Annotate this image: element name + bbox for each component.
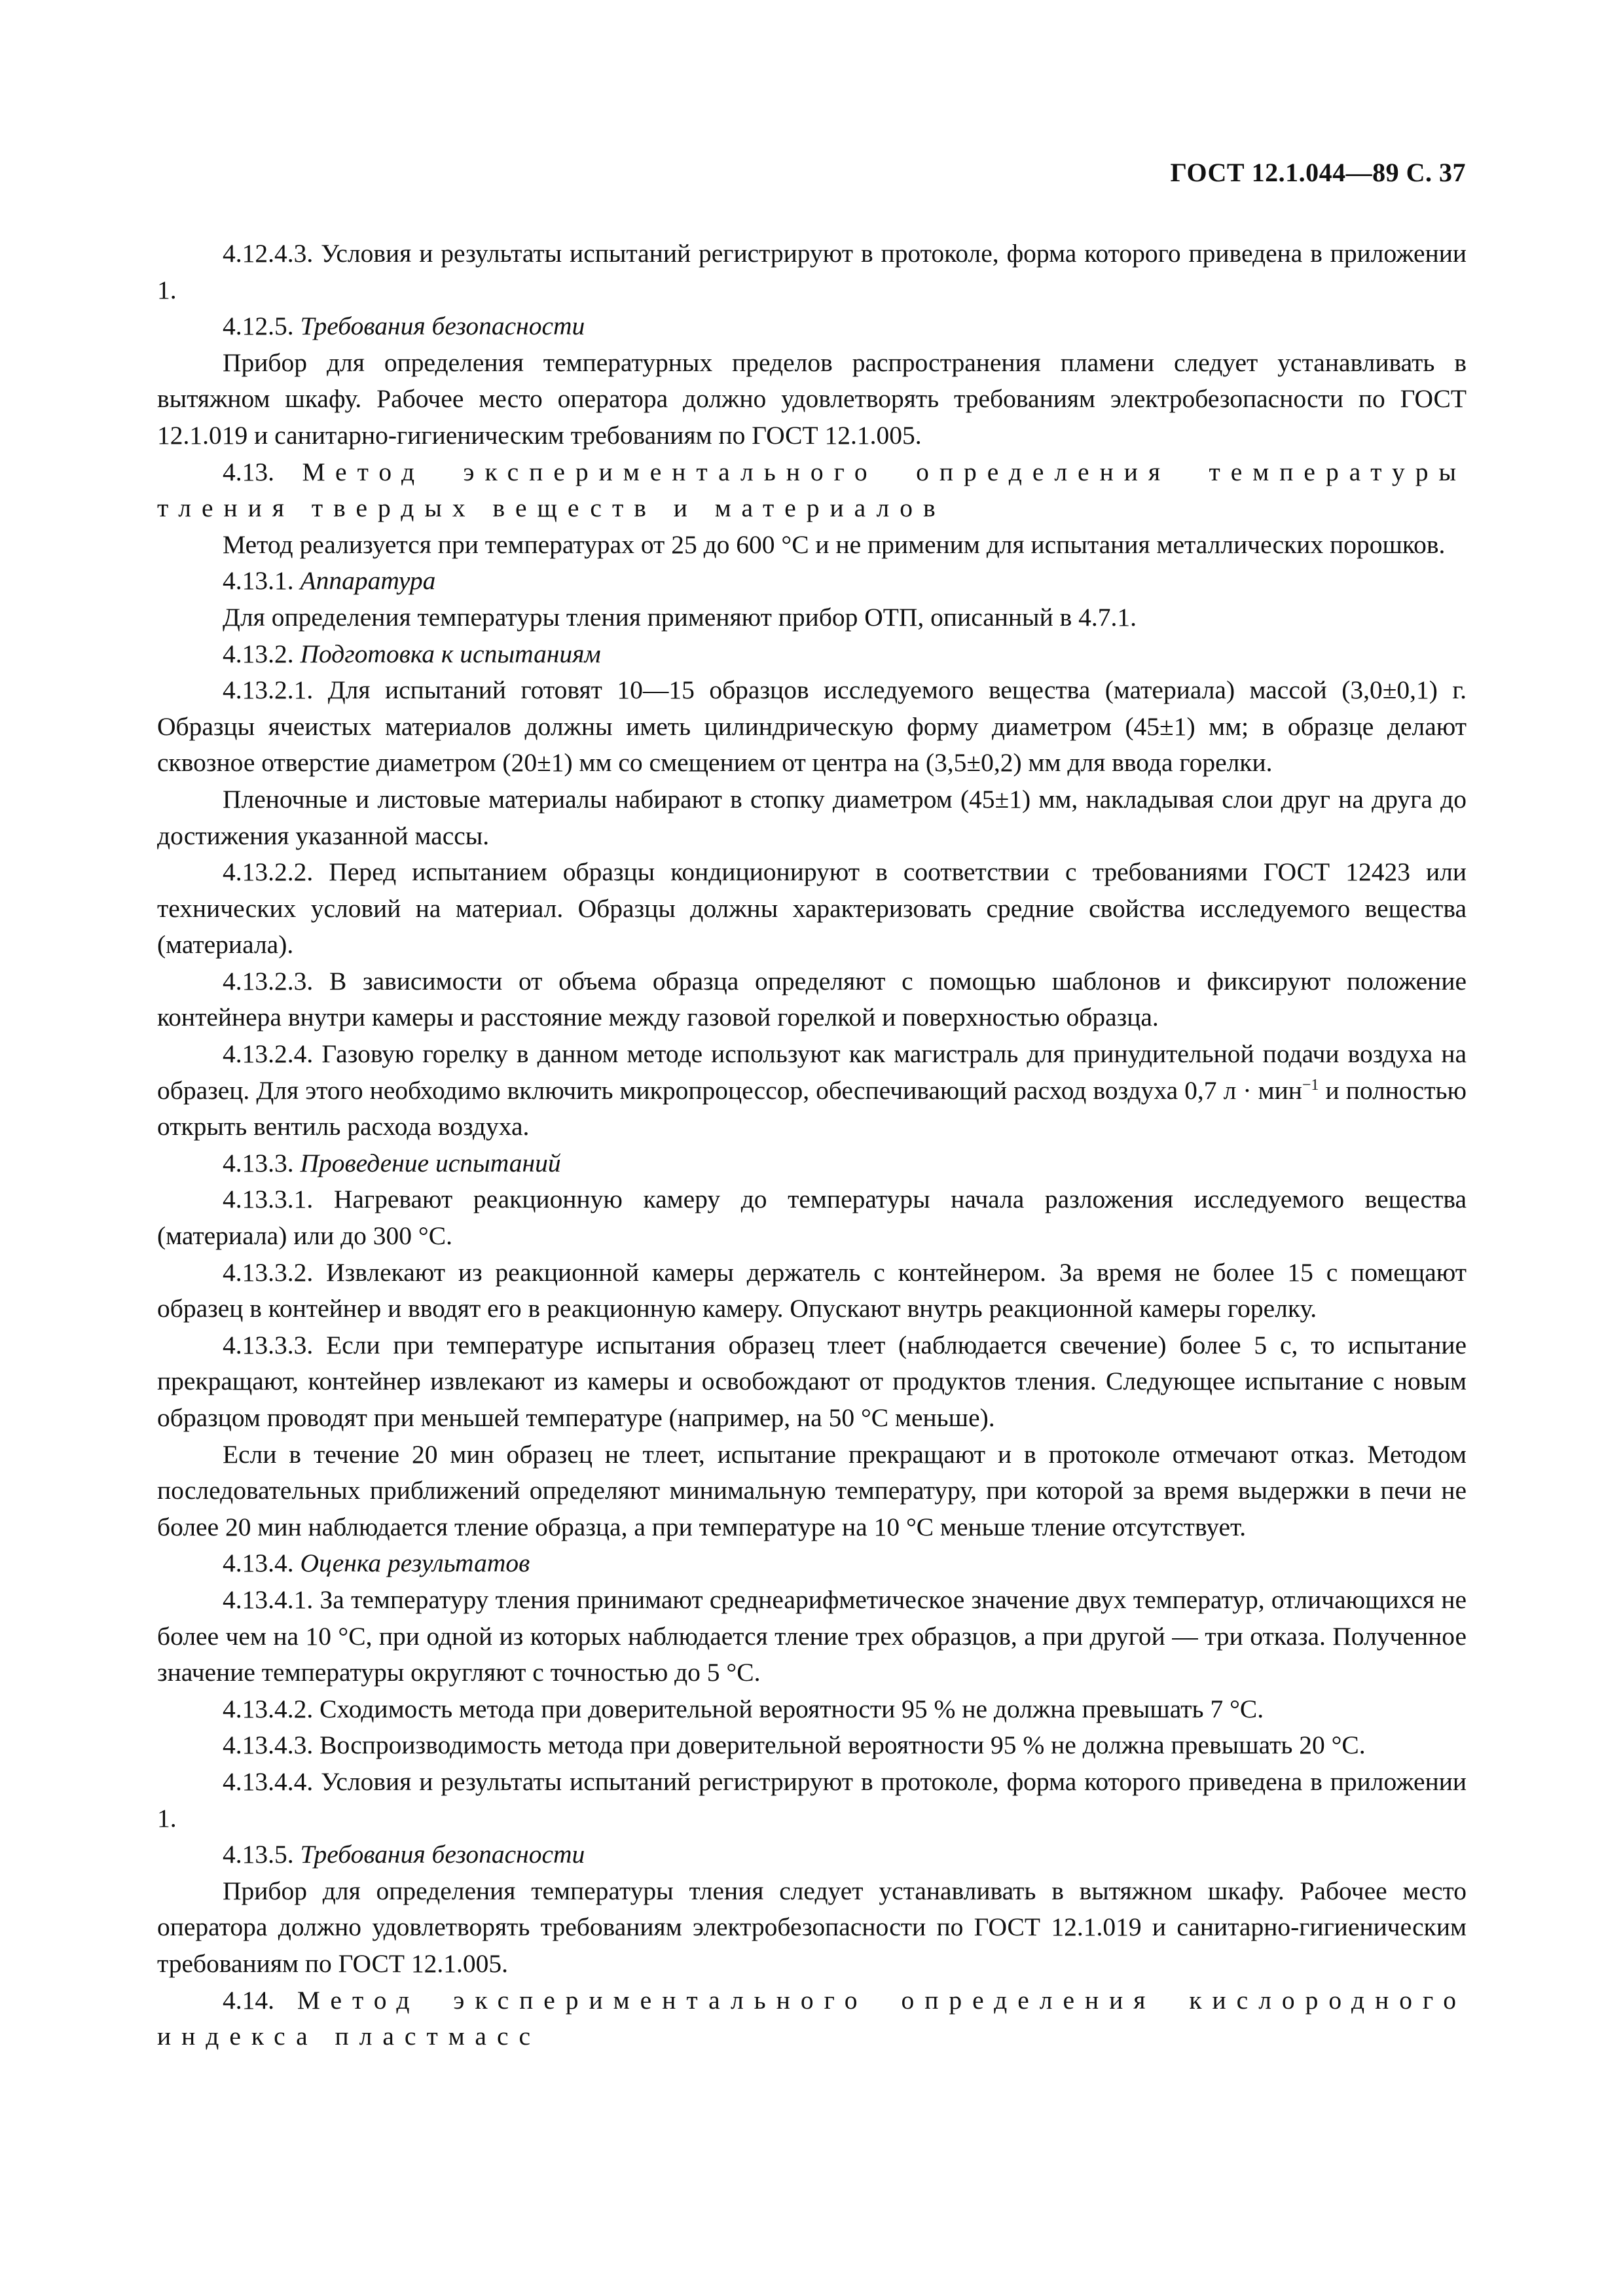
paragraph: Метод реализуется при температурах от 25 до 600 °С и не применим для испытания металлических порошков.	[223, 529, 1446, 559]
section-number: 4.13.5.	[223, 1840, 294, 1869]
section-number: 4.13.4.	[223, 1549, 294, 1578]
paragraph-text: и полностью открыть вентиль расхода воздуха.	[157, 1075, 1467, 1141]
paragraph: 4.13.3.3. Если при температуре испытания образец тлеет (наблюдается свечение) более 5 с, то испытание прекращают, контейнер извлекают из камеры и освобождают от продуктов тления. Следующее испытание с новым образцом проводят при меньшей температуре (например, на 50 °С меньше).	[157, 1330, 1467, 1432]
section-number: 4.13.2.	[223, 639, 294, 668]
section-title: Оценка результатов	[300, 1549, 530, 1578]
superscript: −1	[1302, 1076, 1319, 1094]
section-number: 4.13.1.	[223, 566, 294, 596]
section-heading	[157, 1837, 1467, 1873]
paragraph: 4.13.3.1. Нагревают реакционную камеру до температуры начала разложения исследуемого вещества (материала) или до 300 °С.	[157, 1185, 1467, 1251]
method-heading	[157, 454, 1467, 527]
section-heading	[157, 563, 1467, 600]
section-heading	[157, 636, 1467, 673]
paragraph: 4.13.2.3. В зависимости от объема образца определяют с помощью шаблонов и фиксируют положение контейнера внутри камеры и расстояние между газовой горелкой и поверхностью образца.	[157, 966, 1467, 1032]
section-number: 4.13.	[223, 457, 274, 486]
method-title: Метод экспериментального определения кислородного индекса пластмасс	[157, 1985, 1467, 2051]
section-title: Аппаратура	[300, 566, 436, 596]
paragraph: 4.13.3.2. Извлекают из реакционной камеры держатель с контейнером. За время не более 15 с помещают образец в контейнер и вводят его в реакционную камеру. Опускают внутрь реакционной камеры горелку.	[157, 1257, 1467, 1323]
section-heading	[157, 308, 1467, 345]
method-heading	[157, 1982, 1467, 2055]
document-body	[157, 236, 1467, 2055]
section-title: Проведение испытаний	[300, 1148, 561, 1177]
section-title: Требования безопасности	[300, 1840, 585, 1869]
paragraph: 4.13.2.2. Перед испытанием образцы кондиционируют в соответствии с требованиями ГОСТ 12423 или технических условий на материал. Образцы должны характеризовать средние свойства исследуемого вещества (материала).	[157, 857, 1467, 960]
section-number: 4.12.5.	[223, 312, 294, 341]
section-heading	[157, 1145, 1467, 1182]
page-header: ГОСТ 12.1.044—89 С. 37	[1170, 158, 1466, 187]
paragraph	[157, 1036, 1467, 1145]
paragraph: 4.12.4.3. Условия и результаты испытаний регистрируют в протоколе, форма которого приведена в приложении 1.	[157, 239, 1467, 304]
paragraph: 4.13.4.3. Воспроизводимость метода при доверительной вероятности 95 % не должна превышать 20 °С.	[223, 1731, 1366, 1760]
paragraph: Для определения температуры тления применяют прибор ОТП, описанный в 4.7.1.	[223, 602, 1137, 632]
paragraph: 4.13.4.1. За температуру тления принимают среднеарифметическое значение двух температур, отличающихся не более чем на 10 °С, при одной из которых наблюдается тление трех образцов, а при другой — три отказа. Полученное значение температуры округляют с точностью до 5 °С.	[157, 1585, 1467, 1687]
paragraph: Пленочные и листовые материалы набирают в стопку диаметром (45±1) мм, накладывая слои друг на друга до достижения указанной массы.	[157, 784, 1467, 850]
section-heading	[157, 1545, 1467, 1582]
paragraph: Прибор для определения температурных пределов распространения пламени следует устанавливать в вытяжном шкафу. Рабочее место оператора должно удовлетворять требованиям электробезопасности по ГОСТ 12.1.019 и санитарно-гигиеническим требованиям по ГОСТ 12.1.005.	[157, 348, 1467, 450]
section-number: 4.13.3.	[223, 1148, 294, 1177]
section-title: Требования безопасности	[300, 312, 585, 341]
section-title: Подготовка к испытаниям	[300, 639, 601, 668]
paragraph: Прибор для определения температуры тления следует устанавливать в вытяжном шкафу. Рабочее место оператора должно удовлетворять требованиям электробезопасности по ГОСТ 12.1.019 и санитарно-гигиеническим требованиям по ГОСТ 12.1.005.	[157, 1876, 1467, 1978]
paragraph: 4.13.2.1. Для испытаний готовят 10—15 образцов исследуемого вещества (материала) массой (3,0±0,1) г. Образцы ячеистых материалов должны иметь цилиндрическую форму диаметром (45±1) мм; в образце делают сквозное отверстие диаметром (20±1) мм со смещением от центра на (3,5±0,2) мм для ввода горелки.	[157, 675, 1467, 778]
paragraph: Если в течение 20 мин образец не тлеет, испытание прекращают и в протоколе отмечают отказ. Методом последовательных приближений определяют минимальную температуру, при которой за время выдержки в печи не более 20 мин наблюдается тление образца, а при температуре на 10 °С меньше тление отсутствует.	[157, 1439, 1467, 1541]
section-number: 4.14.	[223, 1985, 274, 2015]
paragraph: 4.13.4.2. Сходимость метода при доверительной вероятности 95 % не должна превышать 7 °С.	[223, 1694, 1264, 1723]
paragraph: 4.13.4.4. Условия и результаты испытаний регистрируют в протоколе, форма которого приведена в приложении 1.	[157, 1767, 1467, 1833]
method-title: Метод экспериментального определения температуры тления твердых веществ и материалов	[157, 457, 1467, 523]
paragraph-text: 4.13.2.4. Газовую горелку в данном методе используют как магистраль для принудительной подачи воздуха на образец. Для этого необходимо включить микропроцессор, обеспечивающий расход воздуха 0,7 л · мин	[157, 1039, 1467, 1105]
